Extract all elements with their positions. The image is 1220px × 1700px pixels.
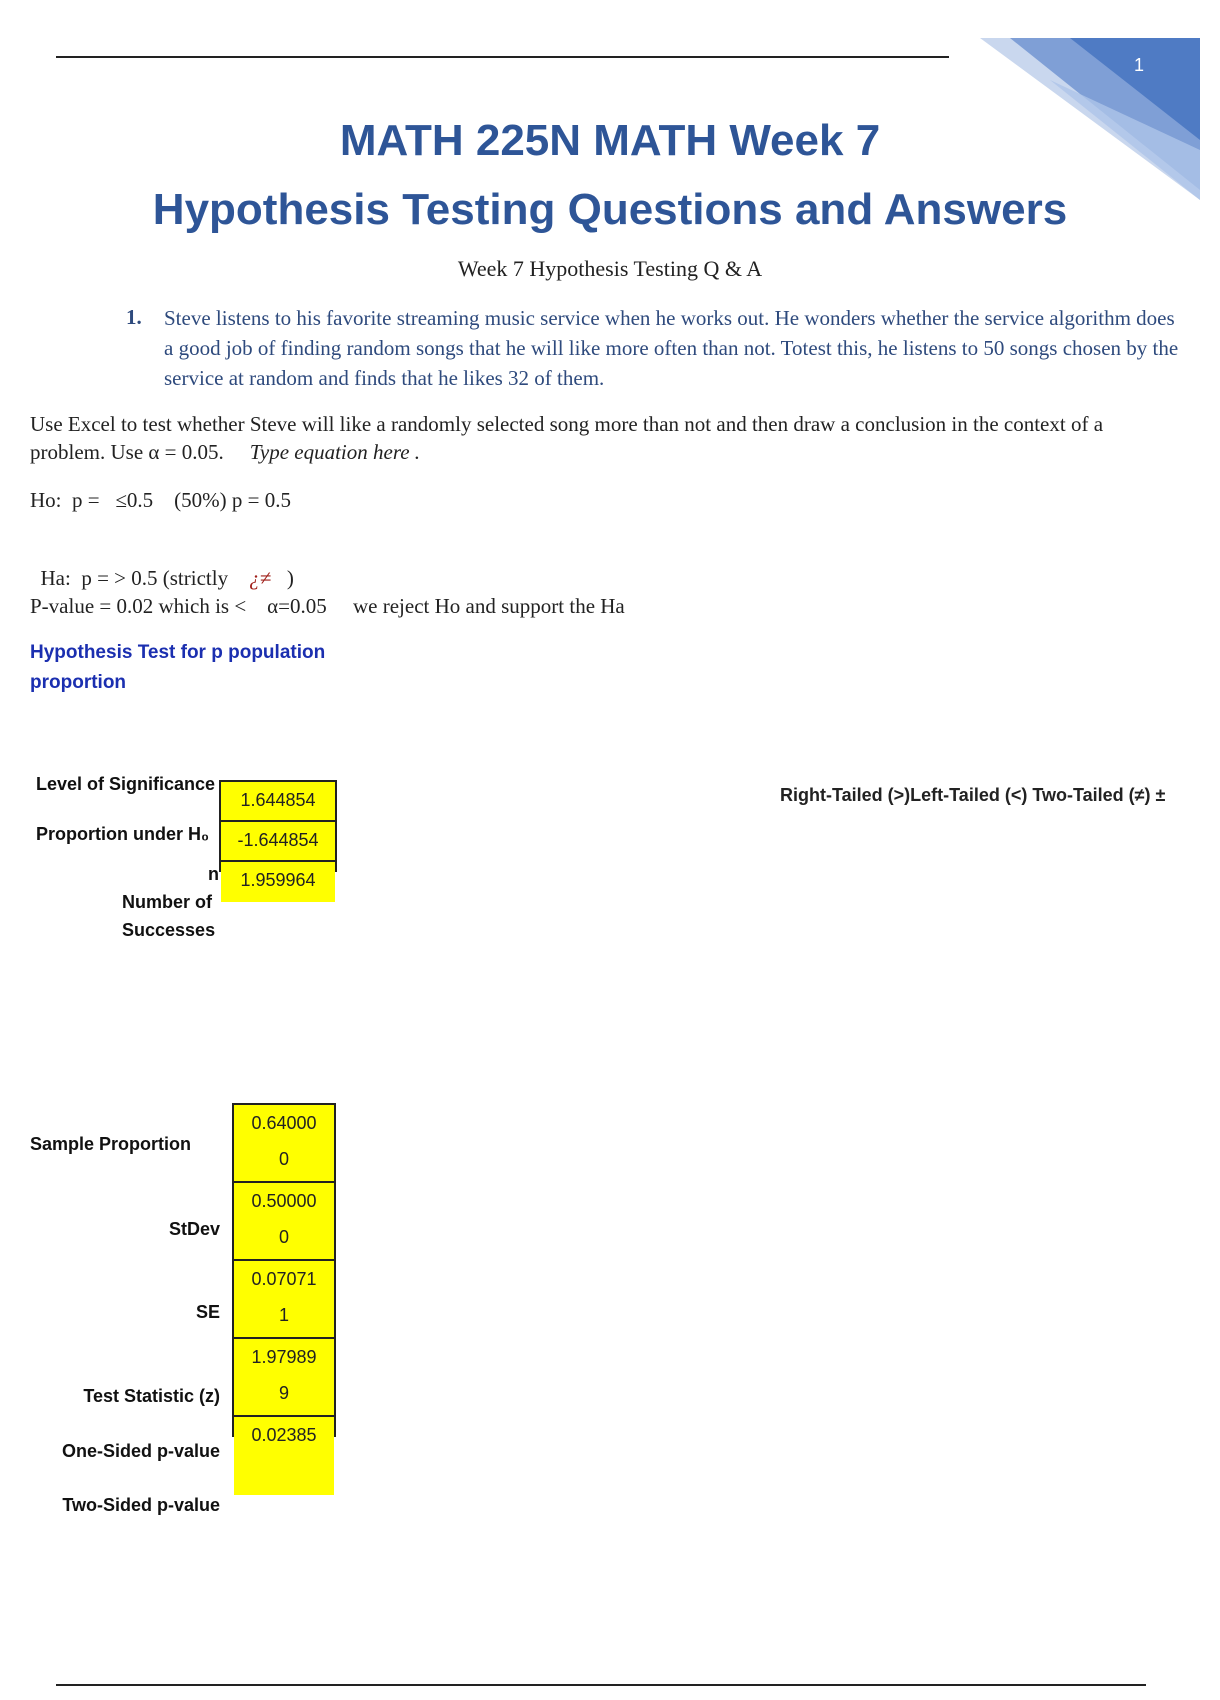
page-number: 1	[1133, 55, 1144, 75]
result-test-statistic-line2: 9	[278, 1383, 289, 1403]
equation-placeholder[interactable]: Type equation here .	[249, 440, 421, 464]
result-sample-proportion[interactable]	[234, 1105, 334, 1183]
label-level-of-significance: Level of Significance	[36, 774, 216, 794]
result-sample-proportion-line2: 0	[278, 1149, 289, 1169]
result-p-value-line1: 0.02385	[251, 1425, 317, 1445]
page-subtitle-heading: Hypothesis Testing Questions and Answers	[152, 185, 1068, 234]
label-stdev: StDev	[168, 1219, 220, 1239]
result-test-statistic[interactable]	[234, 1339, 334, 1417]
result-test-statistic-line1: 1.97989	[251, 1347, 317, 1367]
p-value-conclusion: P-value = 0.02 which is < α=0.05 we reject Ho and support the Ha	[30, 594, 625, 618]
subtitle: Week 7 Hypothesis Testing Q & A	[457, 256, 763, 281]
label-n: n	[208, 864, 219, 884]
label-number-of-successes-2: Successes	[122, 920, 216, 940]
critical-value-two-tailed[interactable]: 1.959964	[221, 862, 335, 902]
result-se-line2: 1	[278, 1305, 289, 1325]
bottom-rule	[56, 1684, 1146, 1686]
critical-values-box	[219, 780, 337, 890]
alt-hypothesis	[30, 541, 294, 591]
excel-section-title: Hypothesis Test for p population proportion	[30, 642, 326, 693]
label-one-sided-p-value: One-Sided p-value	[61, 1441, 220, 1461]
instruction	[30, 410, 1170, 466]
critical-value-left[interactable]: -1.644854	[221, 822, 335, 862]
alt-hypothesis-symbol: ¿≠	[249, 566, 272, 590]
question-text: Steve listens to his favorite streaming music service when he works out. He wonders whether the service algorithm does a good job of finding random songs that he will like more often than not. Totest this, he listens to 50 songs chosen by the service at random and finds that he likes 32 of them.	[164, 306, 1179, 390]
instruction-text: Use Excel to test whether Steve will like a randomly selected song more than not and then draw a conclusion in the context of a problem. Use α = 0.05.	[30, 412, 1104, 464]
alt-hypothesis-prefix: Ha: p = > 0.5 (strictly	[40, 566, 250, 590]
label-sample-proportion: Sample Proportion	[30, 1134, 192, 1154]
result-se-line1: 0.07071	[251, 1269, 317, 1289]
result-sample-proportion-line1: 0.64000	[251, 1113, 317, 1133]
label-two-sided-p-value: Two-Sided p-value	[62, 1495, 220, 1515]
label-number-of-successes-1: Number of	[122, 892, 212, 912]
page-title: MATH 225N MATH Week 7	[339, 116, 881, 165]
label-test-statistic: Test Statistic (z)	[83, 1386, 220, 1406]
results-box	[232, 1103, 336, 1445]
alt-hypothesis-suffix: )	[271, 566, 294, 590]
result-se[interactable]	[234, 1261, 334, 1339]
tails-header: Right-Tailed (>)Left-Tailed (<) Two-Tailed (≠) ±	[780, 785, 1166, 805]
result-stdev-line1: 0.50000	[251, 1191, 317, 1211]
top-rule	[56, 56, 949, 58]
result-stdev-line2: 0	[278, 1227, 289, 1247]
result-stdev[interactable]	[234, 1183, 334, 1261]
label-proportion-under-h0: Proportion under H₀	[36, 824, 210, 844]
question-number: 1.	[126, 305, 142, 329]
result-p-value[interactable]	[234, 1417, 334, 1495]
label-se: SE	[195, 1302, 220, 1322]
corner-decoration	[970, 0, 1200, 200]
critical-value-right[interactable]: 1.644854	[221, 782, 335, 822]
null-hypothesis: Ho: p = ≤0.5 (50%) p = 0.5	[30, 488, 291, 512]
